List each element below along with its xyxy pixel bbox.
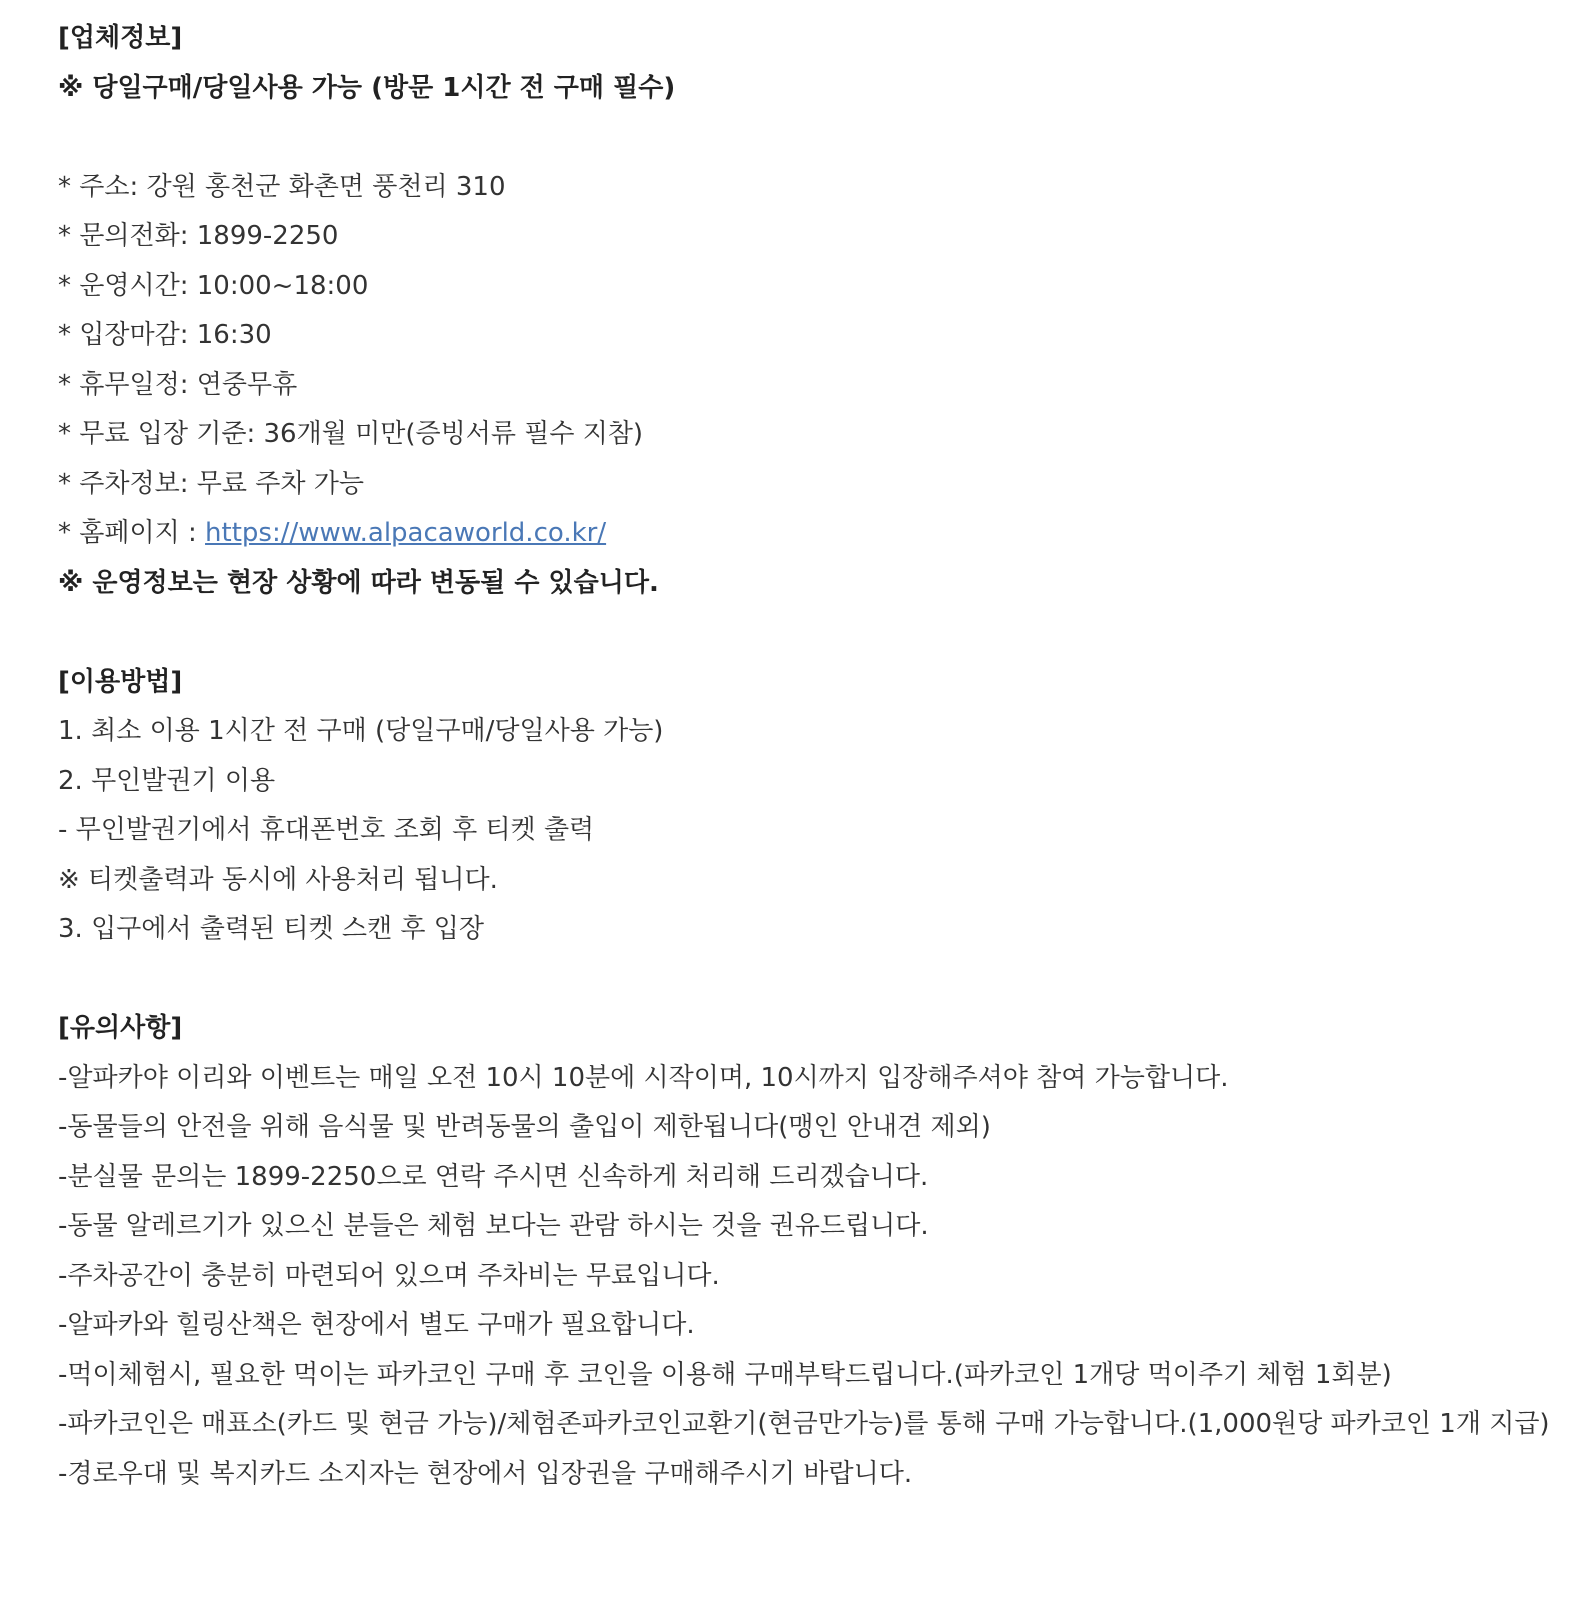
usage-step: ※ 티켓출력과 동시에 사용처리 됩니다. xyxy=(58,864,498,895)
same-day-notice: ※ 당일구매/당일사용 가능 (방문 1시간 전 구매 필수) xyxy=(58,72,676,103)
parking-line: * 주차정보: 무료 주차 가능 xyxy=(58,468,364,499)
note-item: -동물들의 안전을 위해 음식물 및 반려동물의 출입이 제한됩니다(맹인 안내견 제외) xyxy=(58,1112,991,1142)
usage-step: 2. 무인발권기 이용 xyxy=(58,765,276,796)
product-detail-text xyxy=(58,14,1558,1499)
company-info-heading: [업체정보] xyxy=(58,23,183,53)
spacer xyxy=(58,608,1558,658)
usage-step: - 무인발권기에서 휴대폰번호 조회 후 티켓 출력 xyxy=(58,815,595,845)
closed-days-line: * 휴무일정: 연중무휴 xyxy=(58,369,298,400)
note-item: -경로우대 및 복지카드 소지자는 현장에서 입장권을 구매해주시기 바랍니다. xyxy=(58,1458,913,1489)
note-item: -주차공간이 충분히 마련되어 있으며 주차비는 무료입니다. xyxy=(58,1260,720,1291)
spacer xyxy=(58,955,1558,1005)
note-item: -먹이체험시, 필요한 먹이는 파카코인 구매 후 코인을 이용해 구매부탁드립니다.(파카코인 1개당 먹이주기 체험 1회분) xyxy=(58,1359,1392,1390)
address-line: * 주소: 강원 홍천군 화촌면 풍천리 310 xyxy=(58,171,506,202)
usage-heading: [이용방법] xyxy=(58,666,183,697)
note-item: -알파카와 힐링산책은 현장에서 별도 구매가 필요합니다. xyxy=(58,1310,695,1340)
note-item: -파카코인은 매표소(카드 및 현금 가능)/체험존파카코인교환기(현금만가능)를 통해 구매 가능합니다.(1,000원당 파카코인 1개 지급) xyxy=(58,1409,1550,1439)
entry-deadline-line: * 입장마감: 16:30 xyxy=(58,320,272,350)
usage-step: 1. 최소 이용 1시간 전 구매 (당일구매/당일사용 가능) xyxy=(58,716,664,746)
phone-line: * 문의전화: 1899-2250 xyxy=(58,221,339,251)
homepage-link[interactable]: https://www.alpacaworld.co.kr/ xyxy=(205,518,607,548)
homepage-label: * 홈페이지 : xyxy=(58,518,206,548)
homepage-line xyxy=(58,509,1558,559)
spacer xyxy=(58,113,1558,163)
note-item: -동물 알레르기가 있으신 분들은 체험 보다는 관람 하시는 것을 권유드립니다. xyxy=(58,1211,929,1241)
free-entry-line: * 무료 입장 기준: 36개월 미만(증빙서류 필수 지참) xyxy=(58,419,644,449)
operation-change-notice: ※ 운영정보는 현장 상황에 따라 변동될 수 있습니다. xyxy=(58,567,659,598)
note-item: -분실물 문의는 1899-2250으로 연락 주시면 신속하게 처리해 드리겠습니다. xyxy=(58,1161,929,1192)
usage-step: 3. 입구에서 출력된 티켓 스캔 후 입장 xyxy=(58,914,485,944)
hours-line: * 운영시간: 10:00~18:00 xyxy=(58,270,369,301)
notes-heading: [유의사항] xyxy=(58,1013,183,1043)
note-item: -알파카야 이리와 이벤트는 매일 오전 10시 10분에 시작이며, 10시까지 입장해주셔야 참여 가능합니다. xyxy=(58,1062,1229,1093)
